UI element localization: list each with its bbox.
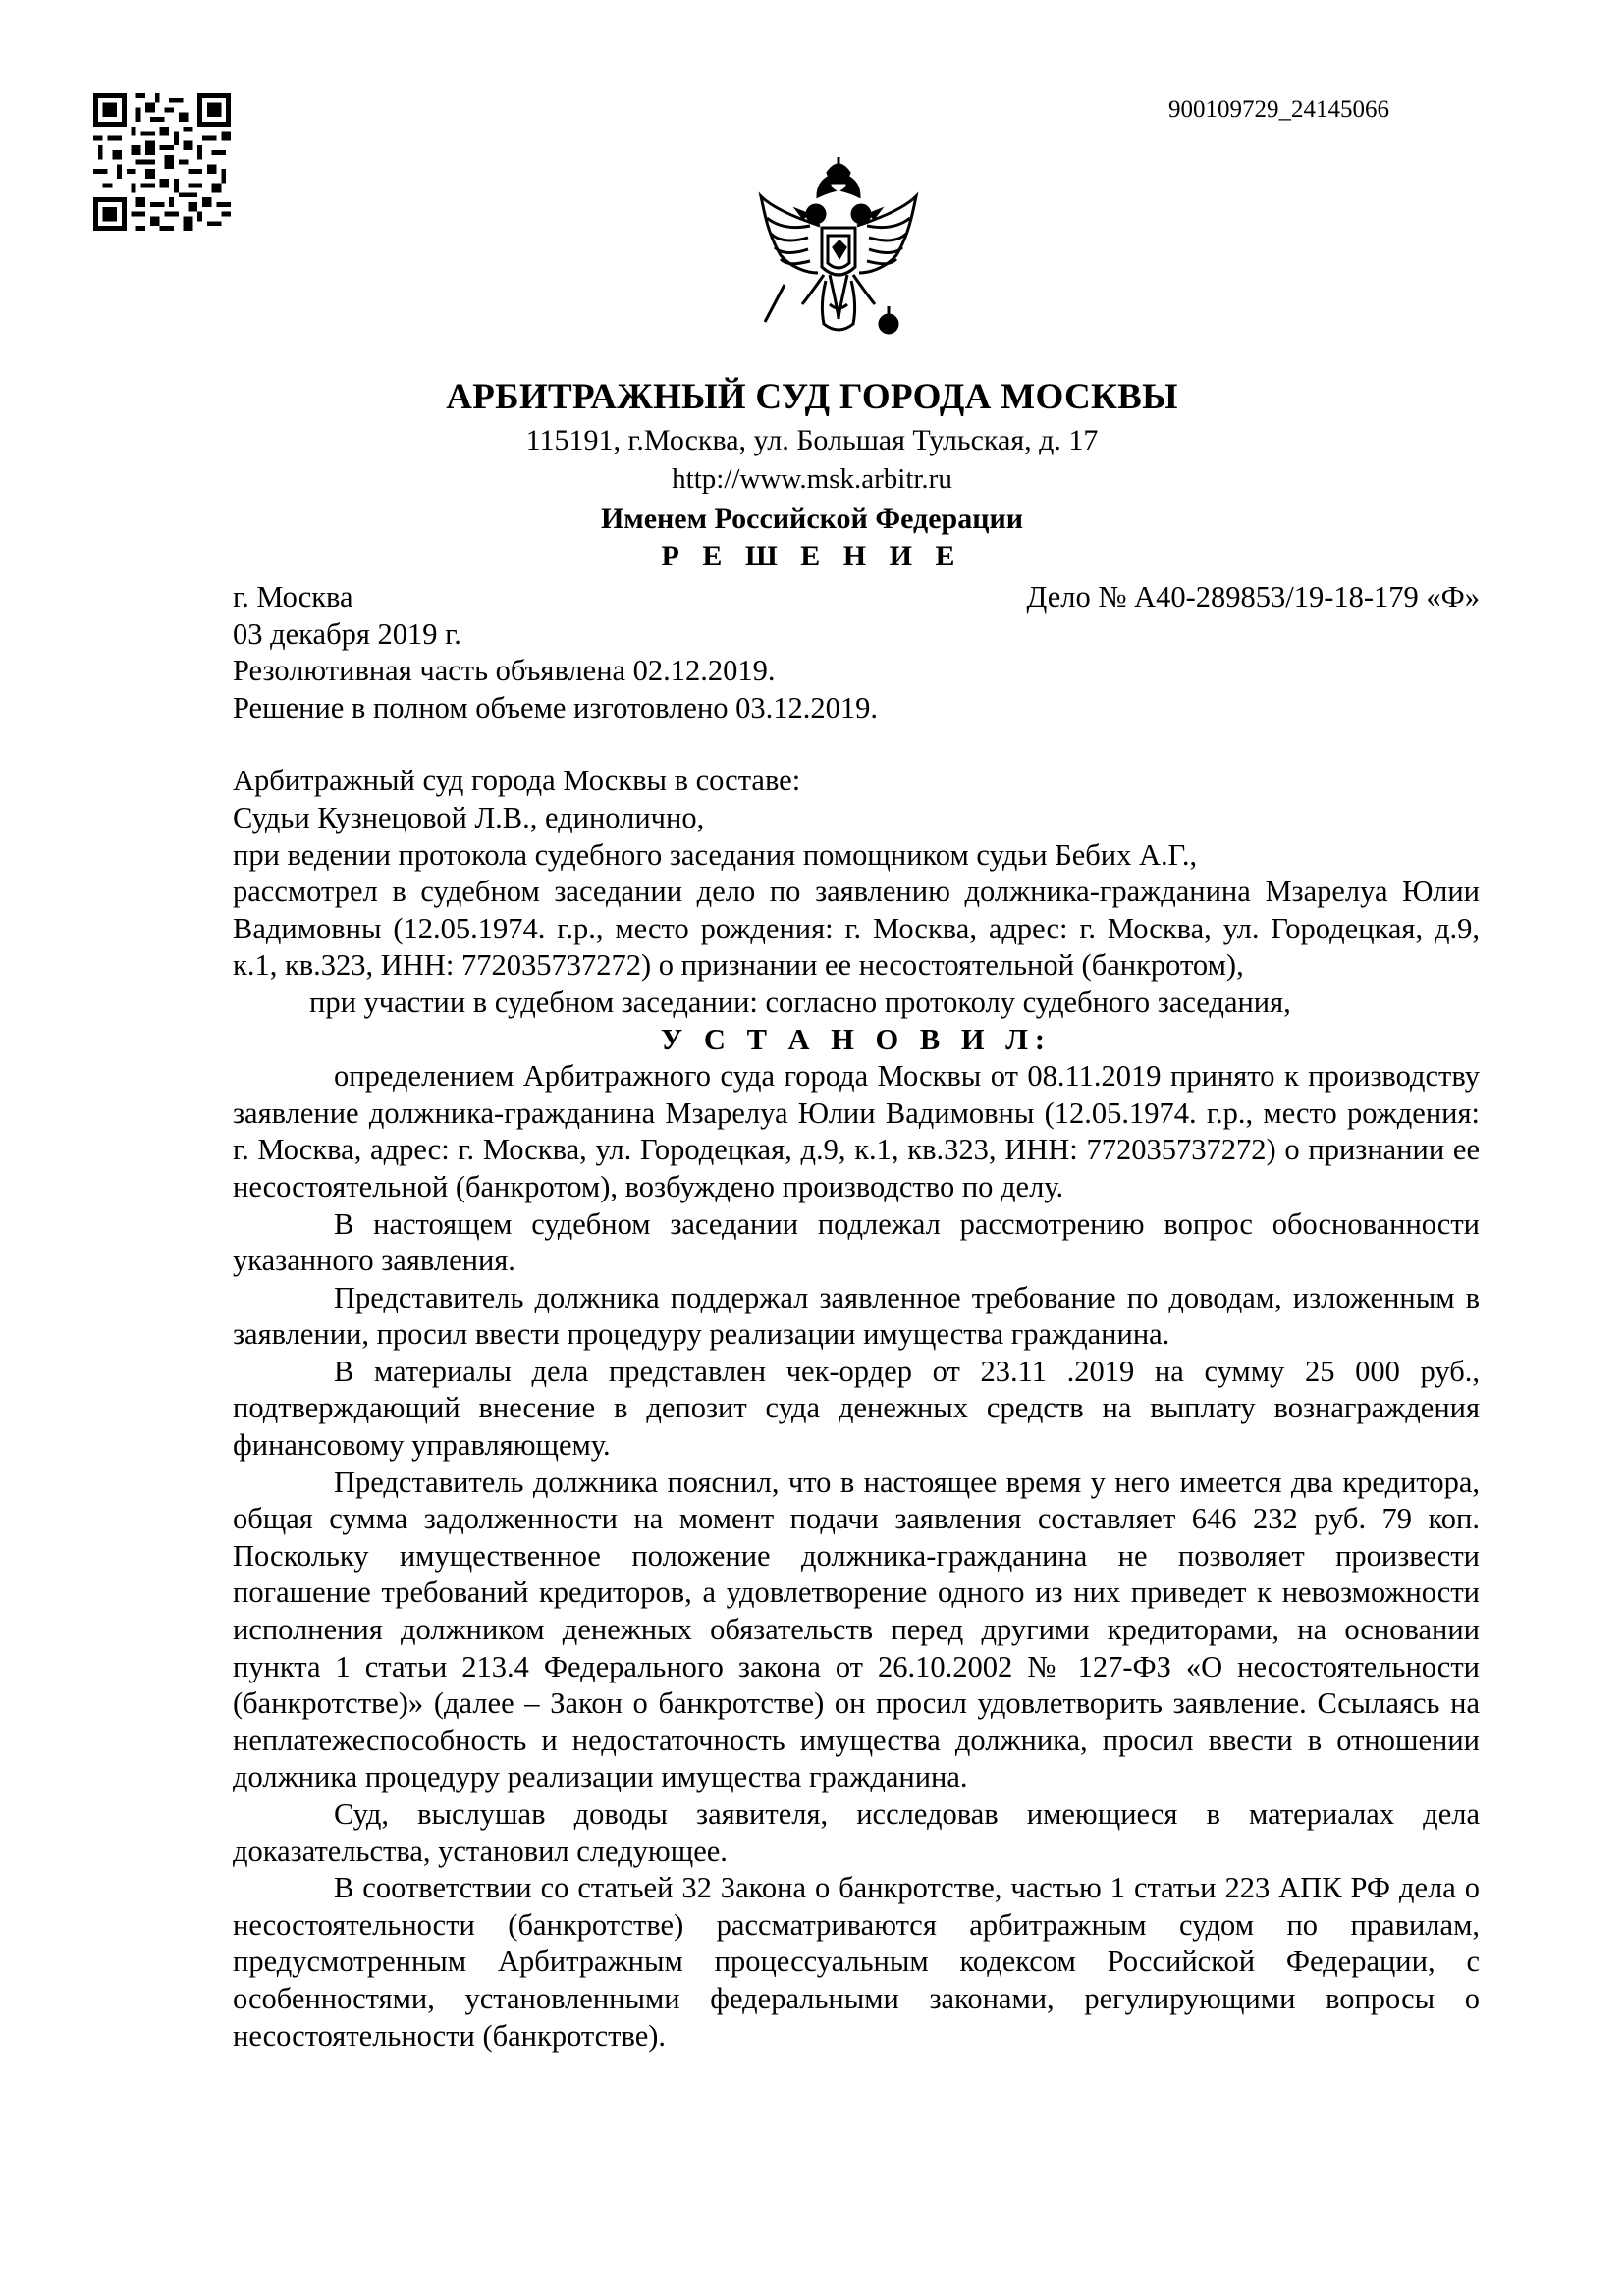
decision-title: Р Е Ш Е Н И Е <box>661 540 963 572</box>
in-the-name-line: Именем Российской Федерации <box>600 503 1024 535</box>
decision-date: 03 декабря 2019 г. <box>233 616 461 651</box>
full-decision-date: Решение в полном объеме изготовлено 03.12.2019. <box>233 690 879 724</box>
court-address: 115191, г.Москва, ул. Большая Тульская, д. 17 <box>525 424 1099 456</box>
case-number: Дело № А40-289853/19-18-179 «Ф» <box>1026 580 1480 614</box>
participation-line: при участии в судебном заседании: согласно протоколу судебного заседания, <box>309 985 1291 1019</box>
case-description: рассмотрел в судебном заседании дело по заявлению должника-гражданина Мзарелуа Юлии Вадимовны (12.05.1974. г.р., место рождения: г. Москва, адрес: г. Москва, ул. Городецкая, д.9, к.1, кв.323, ИНН: 772035737272) о признании ее несостоятельной (банкротом), <box>233 875 1480 983</box>
city-case-line <box>233 579 1480 616</box>
paragraph-2: В настоящем судебном заседании подлежал рассмотрению вопрос обоснованности указанного заявления. <box>233 1206 1480 1278</box>
paragraph-7: В соответствии со статьей 32 Закона о банкротстве, частью 1 статьи 223 АПК РФ дела о несостоятельности (банкротстве) рассматриваются арбитражным судом по правилам, предусмотренным Арбитражным процессуальным кодексом Российской Федерации, с особенностями, установленными федеральными законами, регулирующими вопросы о несостоятельности (банкротстве). <box>233 1871 1480 2053</box>
paragraph-5: Представитель должника пояснил, что в настоящее время у него имеется два кредитора, общая сумма задолженности на момент подачи заявления составляет 646 232 руб. 79 коп. Поскольку имущественное положение должника-гражданина не позволяет произвести погашение требований кредиторов, а удовлетворение одного из них приведет к невозможности исполнения должником денежных обязательств перед другими кредиторами, на основании пункта 1 статьи 213.4 Федерального закона от 26.10.2002 № 127-ФЗ «О несостоятельности (банкротстве)» (далее – Закон о банкротстве) он просил удовлетворить заявление. Ссылаясь на неплатежеспособность и недостаточность имущества должника, просил ввести в отношении должника процедуру реализации имущества гражданина. <box>233 1465 1480 1794</box>
resolution-announced: Резолютивная часть объявлена 02.12.2019. <box>233 654 776 688</box>
protocol-line: при ведении протокола судебного заседания помощником судьи Бебих А.Г., <box>233 837 1198 872</box>
qr-code-icon <box>93 93 231 231</box>
court-website: http://www.msk.arbitr.ru <box>672 463 952 495</box>
court-composition: Арбитражный суд города Москвы в составе: <box>233 764 801 798</box>
established-heading: У С Т А Н О В И Л: <box>660 1022 1053 1056</box>
paragraph-4: В материалы дела представлен чек-ордер от 23.11 .2019 на сумму 25 000 руб., подтверждающий внесение в депозит суда денежных средств на выплату вознаграждения финансовому управляющему. <box>233 1354 1480 1463</box>
court-name: АРБИТРАЖНЫЙ СУД ГОРОДА МОСКВЫ <box>446 377 1178 417</box>
paragraph-6: Суд, выслушав доводы заявителя, исследовав имеющиеся в материалах дела доказательства, установил следующее. <box>233 1797 1480 1868</box>
coat-of-arms-icon <box>751 157 926 363</box>
paragraph-1: определением Арбитражного суда города Москвы от 08.11.2019 принято к производству заявление должника-гражданина Мзарелуа Юлии Вадимовны (12.05.1974. г.р., место рождения: г. Москва, адрес: г. Москва, ул. Городецкая, д.9, к.1, кв.323, ИНН: 772035737272) о признании ее несостоятельной (банкротом), возбуждено производство по делу. <box>233 1059 1480 1203</box>
document-body <box>233 579 1480 2055</box>
judge-line: Судьи Кузнецовой Л.В., единолично, <box>233 800 705 834</box>
city: г. Москва <box>233 580 353 614</box>
document-id: 900109729_24145066 <box>1168 96 1389 123</box>
paragraph-3: Представитель должника поддержал заявленное требование по доводам, изложенным в заявлении, просил ввести процедуру реализации имущества гражданина. <box>233 1280 1480 1352</box>
